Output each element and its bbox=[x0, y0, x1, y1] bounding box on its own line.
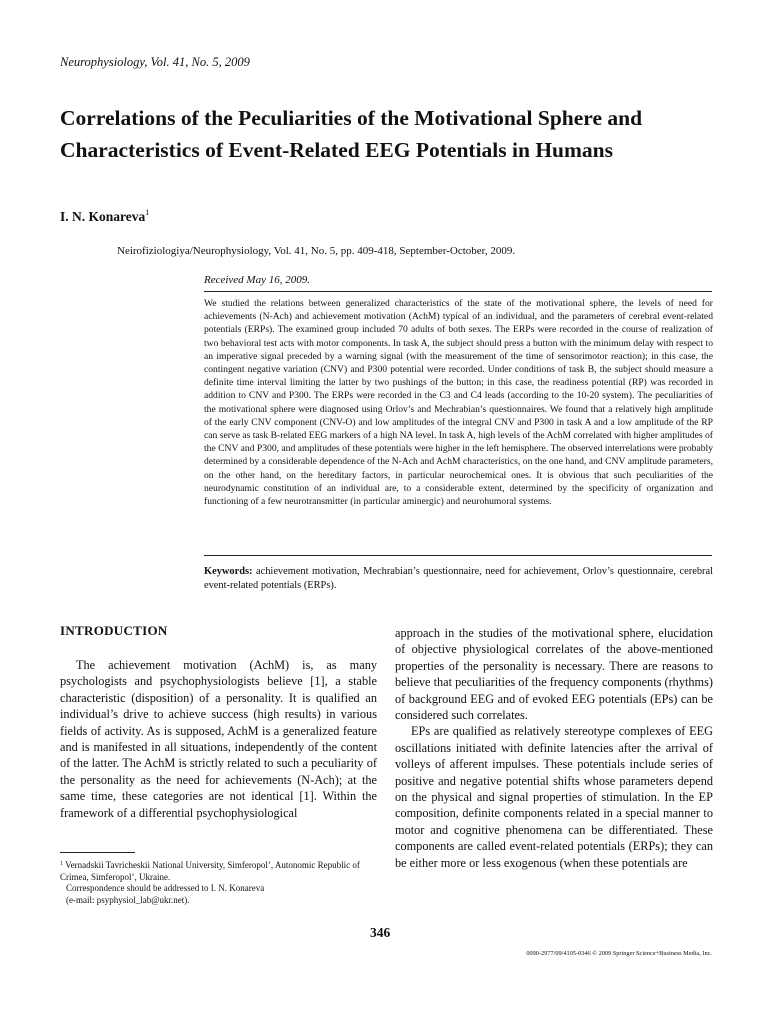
left-column bbox=[60, 657, 377, 821]
keywords-text: achievement motivation, Mechrabian’s questionnaire, need for achievement, Orlov’s questionnaire, cerebral event-related potentials (ERPs). bbox=[204, 566, 713, 591]
footnote-correspondence: Correspondence should be addressed to I. N. Konareva bbox=[66, 883, 265, 894]
copyright-line: 0090-2977/09/4105-0346 © 2009 Springer Science+Business Media, Inc. bbox=[526, 950, 712, 957]
received-date: Received May 16, 2009. bbox=[204, 274, 310, 286]
footnote-affiliation: $^1$ Vernadskii Tavricheskii National University, Simferopol’, Autonomic Republic of Crimea, Simferopol’, Ukraine. bbox=[60, 860, 360, 882]
author bbox=[60, 208, 149, 225]
journal-line: Neurophysiology, Vol. 41, No. 5, 2009 bbox=[60, 55, 250, 69]
body-paragraph: EPs are qualified as relatively stereotype complexes of EEG oscillations initiated with definite latencies after the arrival of volleys of afferent impulses. These potentials include series of positive and negative potential shifts whose parameters depend on the physical and signal properties of stimulation. In the EP composition, definite components related in a special manner to motor and cognitive phenomena can be differentiated. These components are called event-related potentials (ERPs); they can be either more or less exogenous (when these potentials are bbox=[395, 724, 713, 870]
footnote bbox=[60, 859, 378, 906]
footnote-email: (e-mail: psyphysiol_lab@ukr.net). bbox=[66, 894, 190, 905]
citation-line: Neirofiziologiya/Neurophysiology, Vol. 41, No. 5, pp. 409-418, September-October, 2009. bbox=[117, 245, 516, 257]
paper-title: Correlations of the Peculiarities of the Motivational Sphere and Characteristics of Event-Related EEG Potentials in Humans bbox=[60, 106, 643, 162]
body-paragraph: approach in the studies of the motivational sphere, elucidation of objective physiological correlates of the above-mentioned properties of the personality is necessary. There are reasons to believe that peculiarities of the frequency components (rhythms) of background EEG and of evoked EEG potentials (EPs) can be considered such correlates. bbox=[395, 626, 713, 723]
author-affiliation-mark: 1 bbox=[145, 208, 150, 217]
body-paragraph: The achievement motivation (AchM) is, as many psychologists and psychophysiologists believe [1], a stable characteristic (disposition) of a personality. It is qualified an individual’s drive to achieve success (high results) in various fields of activity. As is supposed, AchM is a generalized feature and is manifested in all situations, independently of the content of the latter. The AchM is strictly related to such a peculiarity of the personality as the need for achievements (N-Ach); at the same time, these categories are not identical [1]. Within the framework of a differential psychophysiological bbox=[60, 658, 377, 820]
page-number: 346 bbox=[370, 925, 391, 940]
footnote-mark: 1 bbox=[60, 861, 63, 867]
abstract: We studied the relations between generalized characteristics of the state of the motivational sphere, the levels of need for achievements (N-Ach) and achievement motivation (AchM) typical of an individual, and the parameters of cerebral event-related potentials (ERPs). The examined group included 70 adults of both sexes. The ERPs were recorded in the course of realization of two behavioral test acts with motor components. In task A, the subject should press a button with the minimum delay with respect to an imperative signal preceded by a warning signal (with the measurement of the time of sensorimotor reaction); in this case, the contingent negative variation (CNV) and P300 potential were recorded. Under conditions of task B, the subject should measure a definite time interval limiting the latter by two pushings of the button; in this case, the readiness potential (RP) was recorded in addition to CNV and P300. The ERPs were recorded in the C3 and C4 leads (according to the 10-20 system). The peculiarities of the motivational sphere were diagnosed using Orlov’s and Mechrabian’s questionnaires. We found that a relatively high amplitude of the early CNV component (CNV-O) and low amplitudes of the integral CNV and P300 in task A and a low amplitude of the RP can serve as task B-related EEG markers of a high NA level. In task A, high levels of the AchM correlated with higher amplitudes of the CNV and P300, and amplitudes of these potentials were higher in the left hemisphere. The observed interrelations were probably determined by a considerable dependence of the N-Ach and AchM characteristics, on the one hand, and CNV amplitude parameters, on the other hand, on the hereditary factors, in particular neurochemical ones. It is obvious that such peculiarities of the neurodynamic constitution of an individual are, to a considerable extent, determined by the specificity of organization and functioning of a few neurotransmitter (in particular aminergic) and neurohumoral systems. bbox=[204, 298, 713, 508]
abstract-bottom-rule bbox=[204, 555, 712, 556]
right-column bbox=[395, 625, 713, 871]
abstract-top-rule bbox=[204, 291, 712, 292]
keywords-label: Keywords: bbox=[204, 566, 253, 577]
section-heading-introduction: INTRODUCTION bbox=[60, 623, 168, 638]
keywords bbox=[204, 565, 713, 592]
footnote-rule bbox=[60, 852, 135, 853]
author-name: I. N. Konareva bbox=[60, 209, 146, 224]
